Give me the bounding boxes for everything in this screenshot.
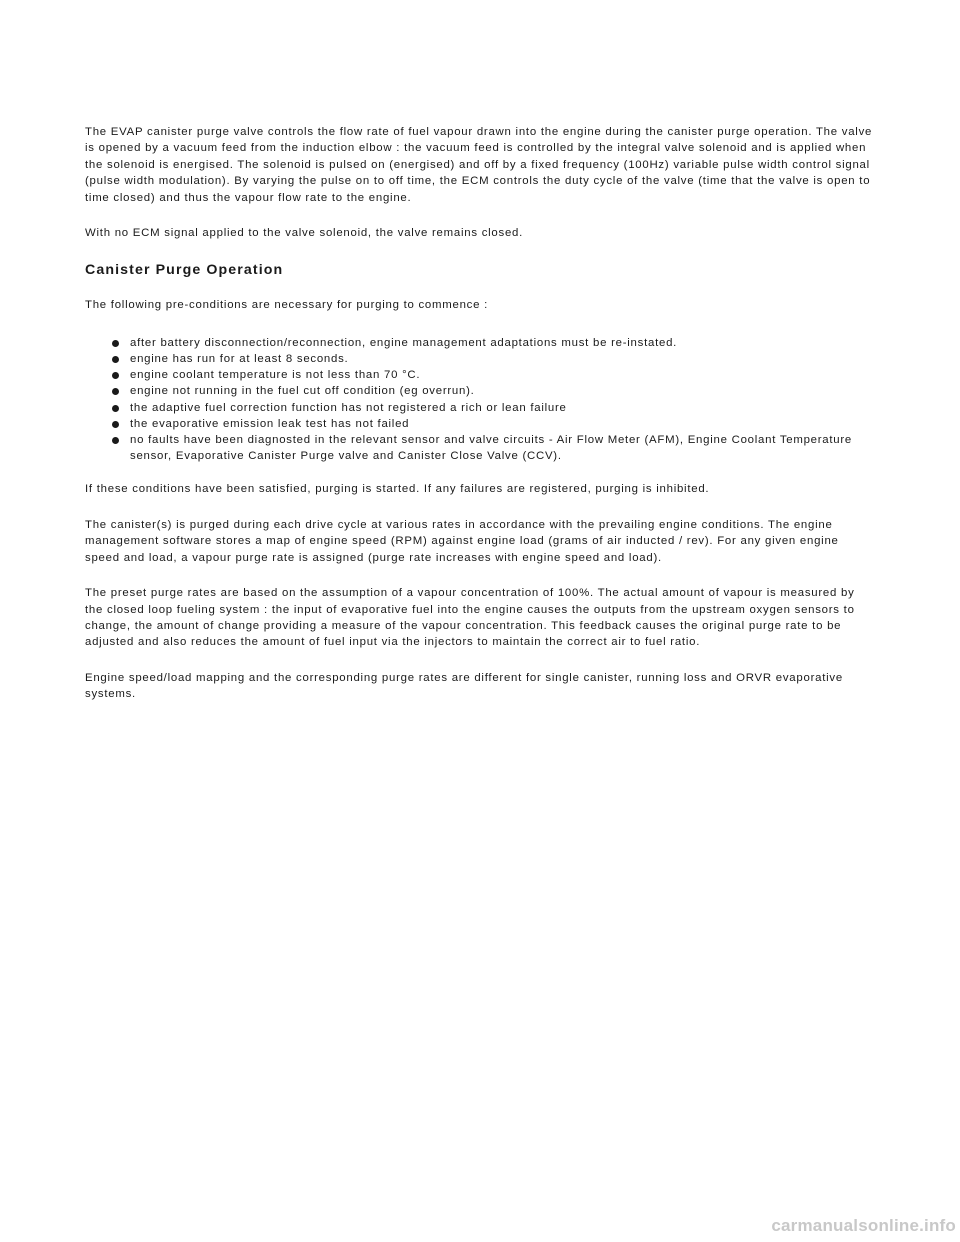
list-item: engine has run for at least 8 seconds.: [130, 351, 875, 367]
bullet-icon: [112, 437, 119, 444]
list-item: no faults have been diagnosted in the relevant sensor and valve circuits - Air Flow Meter (AFM), Engine Coolant Temperature sensor, Evaporative Canister Purge valve and Canister Close Valve (CCV).: [130, 432, 875, 464]
body-paragraph: The canister(s) is purged during each drive cycle at various rates in accordance with the prevailing engine conditions. The engine management software stores a map of engine speed (RPM) against engine load (grams of air inducted / rev). For any given engine speed and load, a vapour purge rate is assigned (purge rate increases with engine speed and load).: [85, 518, 839, 564]
list-item: the adaptive fuel correction function has not registered a rich or lean failure: [130, 400, 875, 416]
document-page: [85, 124, 875, 722]
list-item: the evaporative emission leak test has not failed: [130, 416, 875, 432]
body-paragraph: If these conditions have been satisfied, purging is started. If any failures are registered, purging is inhibited.: [85, 483, 710, 496]
bullet-icon: [112, 356, 119, 363]
list-item: after battery disconnection/reconnection, engine management adaptations must be re-instated.: [130, 335, 875, 351]
site-watermark: carmanualsonline.info: [771, 1216, 956, 1235]
bullet-icon: [112, 372, 119, 379]
preconditions-lead: The following pre-conditions are necessary for purging to commence :: [85, 299, 489, 312]
list-item: engine coolant temperature is not less than 70 °C.: [130, 367, 875, 383]
bullet-icon: [112, 388, 119, 395]
bullet-icon: [112, 405, 119, 412]
bullet-icon: [112, 340, 119, 347]
list-item: engine not running in the fuel cut off condition (eg overrun).: [130, 383, 875, 399]
valve-closed-paragraph: With no ECM signal applied to the valve solenoid, the valve remains closed.: [85, 227, 524, 240]
bullet-icon: [112, 421, 119, 428]
body-paragraph: The preset purge rates are based on the assumption of a vapour concentration of 100%. The actual amount of vapour is measured by the closed loop fueling system : the input of evaporative fuel into the engine causes the outputs from the upstream oxygen sensors to change, the amount of change providing a measure of the vapour concentration. This feedback causes the original purge rate to be adjusted and also reduces the amount of fuel input via the injectors to maintain the correct air to fuel ratio.: [85, 587, 855, 649]
preconditions-list: [85, 335, 875, 465]
section-heading: Canister Purge Operation: [85, 262, 284, 279]
body-paragraph: Engine speed/load mapping and the corresponding purge rates are different for single canister, running loss and ORVR evaporative systems.: [85, 671, 843, 701]
intro-paragraph: The EVAP canister purge valve controls the flow rate of fuel vapour drawn into the engine during the canister purge operation. The valve is opened by a vacuum feed from the induction elbow : the vacuum feed is controlled by the integral valve solenoid and is applied when the solenoid is energised. The solenoid is pulsed on (energised) and off by a fixed frequency (100Hz) variable pulse width control signal (pulse width modulation). By varying the pulse on to off time, the ECM controls the duty cycle of the valve (time that the valve is open to time closed) and thus the vapour flow rate to the engine.: [85, 126, 873, 204]
